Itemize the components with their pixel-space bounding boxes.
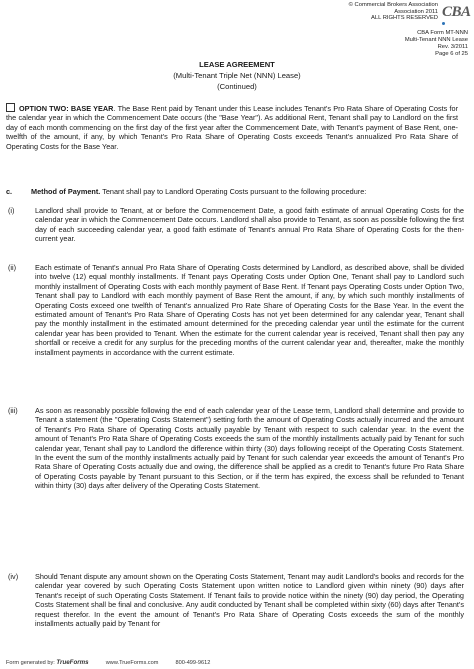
item-number: (ii) (8, 263, 17, 272)
website-link[interactable]: www.TrueForms.com (105, 660, 159, 666)
section-c-label: c. (6, 187, 13, 196)
item-number: (i) (8, 206, 15, 215)
copyright-line: Association 2011 (394, 8, 438, 15)
item-number: (iii) (8, 406, 18, 415)
item-number: (iv) (8, 572, 19, 581)
form-type: Multi-Tenant NNN Lease (404, 36, 468, 43)
copyright-line: © Commercial Brokers Association (348, 2, 438, 8)
list-item (6, 406, 464, 491)
phone-number: 800-499-9612 (175, 660, 211, 666)
document-subtitle: (Multi-Tenant Triple Net (NNN) Lease) (173, 71, 301, 80)
cba-logo (442, 4, 470, 22)
form-revision: Rev. 3/2011 (437, 43, 468, 50)
continued-label: (Continued) (217, 82, 257, 91)
page-number: Page 6 of 25 (435, 50, 468, 57)
generated-by-label: Form generated by: (6, 660, 55, 666)
footer (6, 659, 210, 666)
list-item (6, 263, 464, 357)
option-two-heading: OPTION TWO: BASE YEAR (19, 104, 114, 113)
item-text: Should Tenant dispute any amount shown on the Operating Costs Statement, Tenant may audit Landlord's books and records for the calendar year covered by such Operating Costs Statement upon written notice to Landlord given within ninety (90) days after Tenant's receipt of such Operating Costs Statement. If Tenant fails to provide notice within the ninety (90) day period, the Operating Costs Statement shall be final and conclusive. Any audit conducted by Tenant shall be completed within sixty (60) days after Tenant's request therefor. In the event the amount of Tenant's Pro Rata Share of Operating Costs exceeds the sum of the monthly installments actually paid by Tenant for (35, 572, 464, 629)
list-item (6, 572, 464, 628)
copyright-line: ALL RIGHTS RESERVED (370, 15, 438, 22)
trueforms-brand: TrueForms (56, 659, 89, 666)
section-c-paragraph (6, 187, 464, 196)
form-id: CBA Form MT-NNN (417, 30, 468, 36)
option-two-checkbox[interactable] (6, 103, 15, 112)
option-two-paragraph (6, 103, 458, 151)
section-c-text: Tenant shall pay to Landlord Operating Costs pursuant to the following procedure: (100, 187, 367, 196)
section-c-heading: Method of Payment. (31, 187, 101, 196)
copyright-block (278, 2, 438, 22)
item-text: Landlord shall provide to Tenant, at or before the Commencement Date, a good faith estimate of annual Operating Costs for the calendar year in which the Commencement Date occurs. Landlord shall also provide to Tenant, as soon as possible following the first day of each succeeding calendar year, a good faith estimate of Tenant's annual Pro Rata Share of Operating Costs for the then-current year. (35, 206, 464, 244)
document-title: LEASE AGREEMENT (199, 60, 275, 69)
item-text: As soon as reasonably possible following the end of each calendar year of the Lease term, Landlord shall determine and provide to Tenant a statement (the "Operating Costs Statement") setting forth the amount of Operating Costs actually incurred and the amount of Tenant's Pro Rata Share of Operating Costs actually payable by Tenant with respect to such calendar year. In the event the amount of Tenant's Pro Rata Share of Operating Costs exceeds the sum of the monthly installments actually paid by Tenant for such calendar year, Tenant shall pay to Landlord the difference within thirty (30) days following receipt of the Operating Costs Statement. In the event the sum of the monthly installments actually paid by Tenant for such calendar year exceeds the amount of Tenant's Pro Rata Share of Operating Costs actually due and owing, the difference shall be applied as a credit to Tenant's future Pro Rata Share of Operating Costs payable by Tenant pursuant to this Section, or if the term has expired, the excess shall be refunded to Tenant within thirty (30) days after delivery of the Operating Costs Statement. (35, 406, 464, 491)
list-item (6, 206, 464, 244)
form-info-block (328, 30, 468, 58)
logo-text: CBA (442, 4, 471, 20)
item-text: Each estimate of Tenant's annual Pro Rata Share of Operating Costs determined by Landlord, as described above, shall be divided into twelve (12) equal monthly installments. If Tenant pays Operating Costs under Option One, Tenant shall pay to Landlord such monthly installment of Operating Costs with each monthly payment of Base Rent. If Tenant pays Operating Costs under Option Two, Tenant shall pay to Landlord with each monthly payment of Base Rent the amount, if any, by which such monthly installments of Operating Costs exceed one twelfth of Tenant's annualized Pro Rate Share of Operating Costs for the Base Year. In the event the estimated amount of Tenant's Pro Rata Share of Operating Costs has not yet been determined for any calendar year, Tenant shall pay the monthly installment in the estimated amount determined for the preceding calendar year until the estimate for the current calendar year has been provided to Tenant. When the estimate for the current calendar year is received, Tenant shall then pay any shortfall or receive a credit for any surplus for the preceding months of the current calendar year and, thereafter, make the monthly installment payments in accordance with the current estimate. (35, 263, 464, 357)
option-two-text: . The Base Rent paid by Tenant under this Lease includes Tenant's Pro Rata Share of Operating Costs for the calendar year in which the Commencement Date occurs (the "Base Year"). As additional Rent, Tenant shall pay to Landlord on the first day of each month commencing on the first day of the first year after the Commencement Date, with Tenant's payment of Base Rent, one-twelfth of the amount, if any, by which Tenant's Pro Rata Share of Operating Costs exceeds Tenant's annualized Pro Rata Share of Operating Costs for the Base Year. (6, 104, 459, 151)
logo-dot-icon (442, 22, 445, 25)
